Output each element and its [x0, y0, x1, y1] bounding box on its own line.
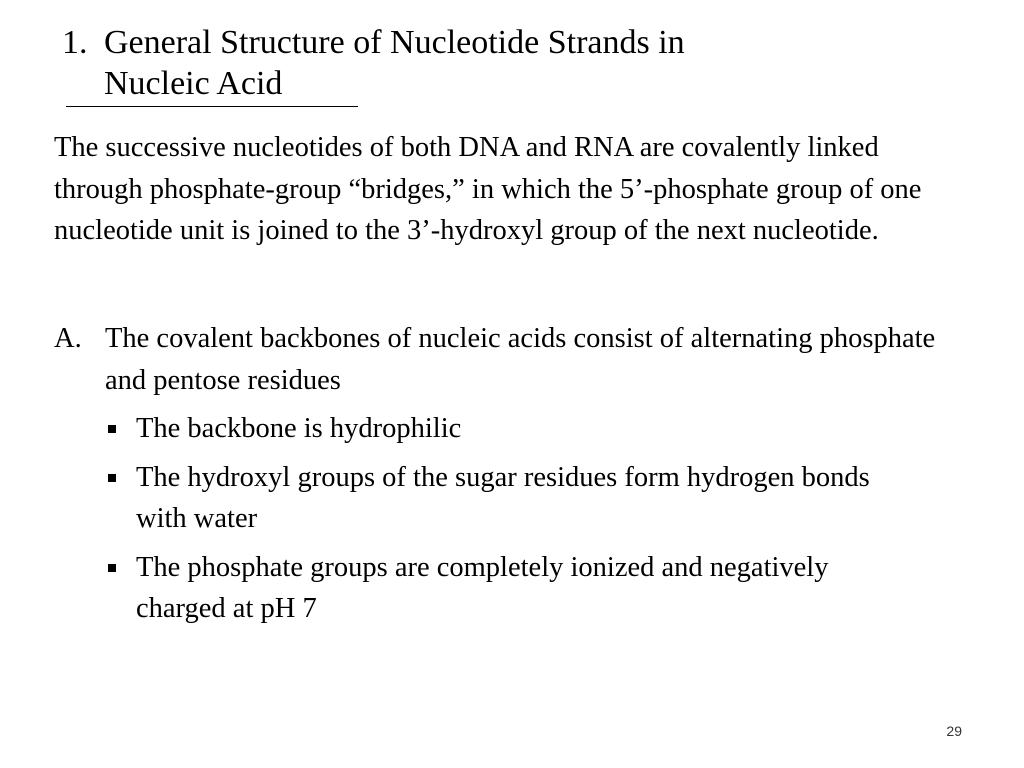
bullet-item	[105, 547, 925, 630]
title-number: 1.	[62, 24, 88, 61]
point-a-text: The covalent backbones of nucleic acids consist of alternating phosphate and pentose residues	[105, 323, 936, 396]
intro-paragraph: The successive nucleotides of both DNA and RNA are covalently linked through phosphate-group “bridges,” in which the 5’-phosphate group of one nucleotide unit is joined to the 3’-hydroxyl group of the next nucleotide.	[54, 132, 922, 246]
bullet-item	[105, 408, 925, 450]
bullet-list	[105, 408, 925, 637]
bullet-text: The backbone is hydrophilic	[136, 413, 462, 444]
title-underline	[66, 106, 358, 107]
point-a-marker: A.	[54, 323, 82, 354]
point-a	[54, 318, 954, 401]
page-number: 29	[946, 723, 962, 739]
square-bullet-icon	[105, 457, 136, 540]
square-bullet-icon	[105, 547, 136, 630]
bullet-text: The hydroxyl groups of the sugar residues form hydrogen bonds with water	[136, 461, 870, 534]
title-line-2: Nucleic Acid	[104, 65, 283, 102]
bullet-item	[105, 457, 925, 540]
title-line-1: General Structure of Nucleotide Strands in	[104, 24, 685, 61]
square-bullet-icon	[105, 408, 136, 450]
bullet-text: The phosphate groups are completely ionized and negatively charged at pH 7	[136, 551, 829, 624]
slide-title	[62, 22, 962, 104]
